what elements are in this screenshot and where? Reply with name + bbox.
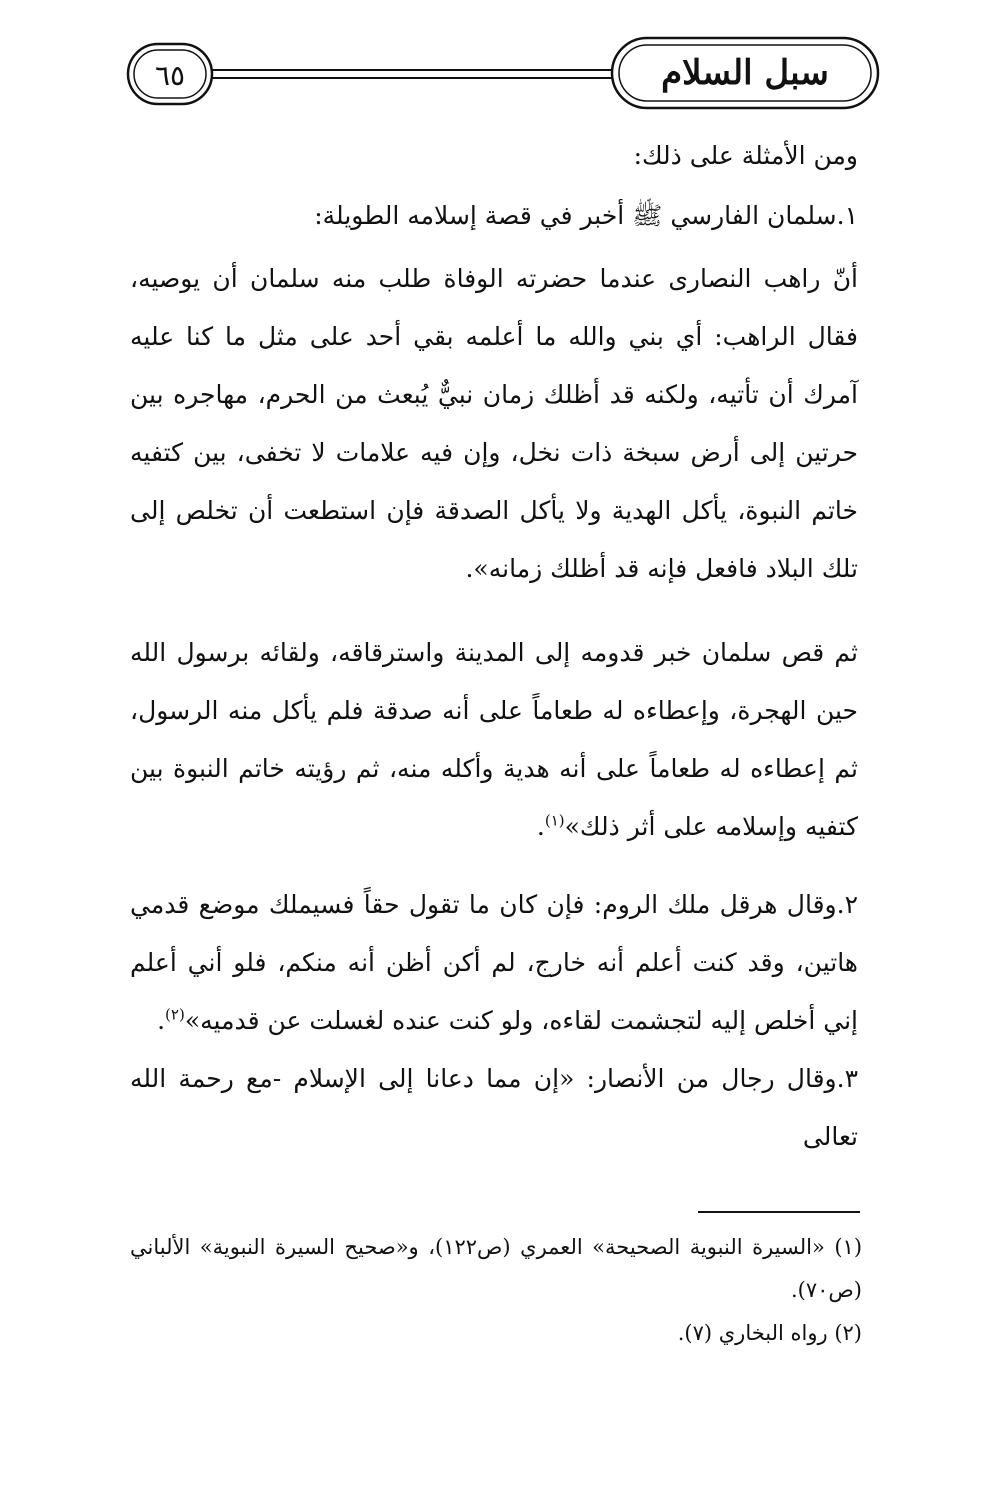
footnote-1: (١) «السيرة النبوية الصحيحة» العمري (ص١٢٢)، و«صحيح السيرة النبوية» الألباني (ص٧٠).: [130, 1235, 863, 1302]
footnote-2: (٢) رواه البخاري (٧).: [677, 1321, 862, 1345]
quote-paragraph: أنّ راهب النصارى عندما حضرته الوفاة طلب منه سلمان أن يوصيه، فقال الراهب: أي بني والله ما أعلمه بقي أحد على مثل ما كنا عليه آمرك أن تأتيه، ولكنه قد أظلك زمان نبيٌّ يُبعث من الحرم، مهاجره بين حرتين إلى أرض سبخة ذات نخل، وإن فيه علامات لا تخفى، بين كتفيه خاتم النبوة، يأكل الهدية ولا يأكل الصدقة فإن استطعت أن تخلص إلى تلك البلاد فافعل فإنه قد أظلك زمانه».: [130, 264, 858, 583]
paragraph-2: [130, 624, 858, 856]
item-1-heading: ١.سلمان الفارسي ﷺ أخبر في قصة إسلامه الطويلة:: [314, 201, 858, 230]
book-title: سبل السلام: [661, 53, 829, 93]
footnotes: [130, 1226, 862, 1355]
page-number: ٦٥: [154, 58, 186, 92]
footnote-ref-2: (٢): [165, 1005, 185, 1024]
item-2-text: ٢.وقال هرقل ملك الروم: فإن كان ما تقول حقاً فسيملك موضع قدمي هاتين، وقد كنت أعلم أنه خارج، لم أكن أظن أنه منكم، فلو أني أعلم إني أخلص إليه لتجشمت لقاءه، ولو كنت عنده لغسلت عن قدميه»: [130, 890, 858, 1035]
page-header: [0, 0, 984, 130]
intro-line: ومن الأمثلة على ذلك:: [633, 141, 858, 170]
item-2: [130, 876, 858, 1050]
item-2-end: .: [157, 1006, 166, 1035]
footnote-divider: [698, 1211, 860, 1213]
item-3: ٣.وقال رجال من الأنصار: «إن مما دعانا إلى الإسلام -مع رحمة الله تعالى: [130, 1064, 858, 1151]
paragraph-2-text: ثم قص سلمان خبر قدومه إلى المدينة واسترقاقه، ولقائه برسول الله حين الهجرة، وإعطاءه له طعاماً على أنه صدقة فلم يأكل منه الرسول، ثم إعطاءه له طعاماً على أنه هدية وأكله منه، ثم رؤيته خاتم النبوة بين كتفيه وإسلامه على أثر ذلك»: [130, 638, 858, 841]
footnote-ref-1: (١): [544, 811, 565, 830]
page-body: [130, 126, 858, 1166]
paragraph-2-end: .: [536, 812, 545, 841]
